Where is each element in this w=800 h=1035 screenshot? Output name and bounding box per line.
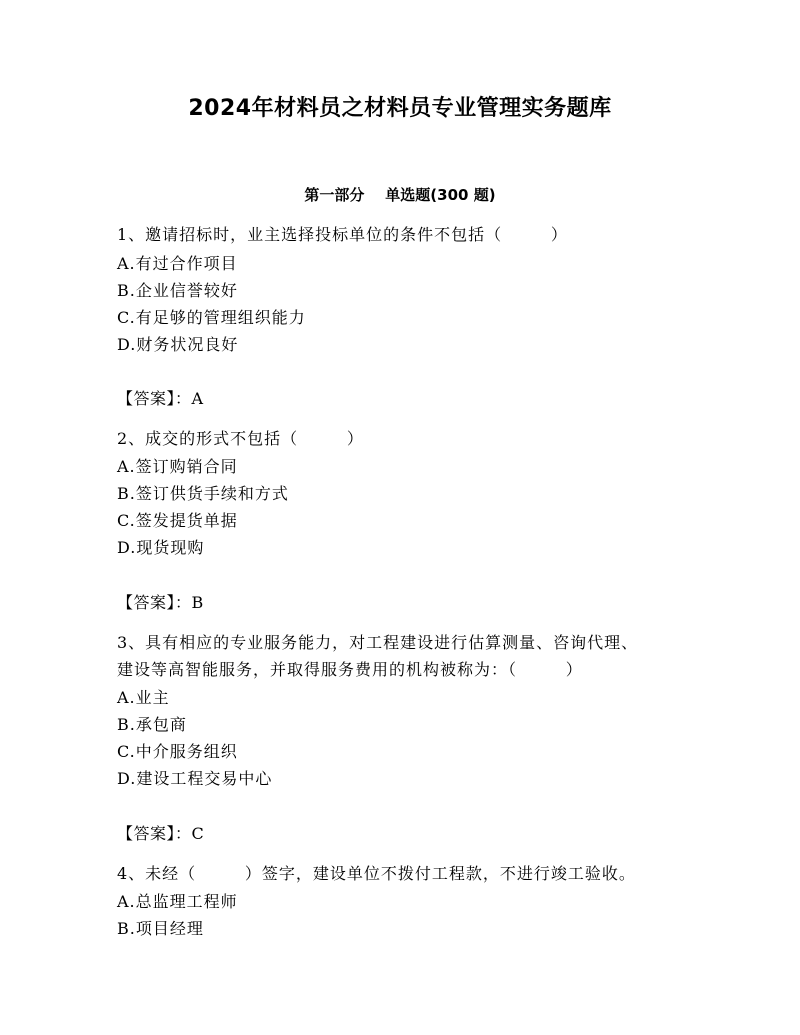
question-2-option-c: C.签发提货单据 [117, 511, 238, 530]
section-title: 第一部分 单选题(300 题) [304, 186, 496, 204]
question-1-option-d: D.财务状况良好 [117, 335, 239, 354]
question-1-stem: 1、邀请招标时，业主选择投标单位的条件不包括（ ） [117, 225, 568, 244]
question-3-stem-line-1: 3、具有相应的专业服务能力，对工程建设进行估算测量、咨询代理、 [117, 633, 639, 652]
question-2-answer: 【答案】：B [117, 593, 204, 612]
question-2-option-a: A.签订购销合同 [117, 457, 238, 476]
question-1-option-c: C.有足够的管理组织能力 [117, 308, 306, 327]
question-2-option-b: B.签订供货手续和方式 [117, 484, 289, 503]
question-3-answer: 【答案】：C [117, 824, 205, 843]
question-1-option-a: A.有过合作项目 [117, 254, 238, 273]
question-3-option-b: B.承包商 [117, 715, 187, 734]
question-3-option-d: D.建设工程交易中心 [117, 769, 273, 788]
question-4-stem: 4、未经（ ）签字，建设单位不拨付工程款，不进行竣工验收。 [117, 864, 636, 883]
question-1-answer: 【答案】：A [117, 389, 204, 408]
question-2-option-d: D.现货现购 [117, 538, 205, 557]
question-1-option-b: B.企业信誉较好 [117, 281, 238, 300]
page-title: 2024年材料员之材料员专业管理实务题库 [188, 96, 612, 121]
question-3-option-c: C.中介服务组织 [117, 742, 238, 761]
question-3-stem-line-2: 建设等高智能服务，并取得服务费用的机构被称为：（ ） [117, 660, 583, 679]
question-4-option-b: B.项目经理 [117, 919, 204, 938]
question-3-option-a: A.业主 [117, 688, 170, 707]
question-4-option-a: A.总监理工程师 [117, 892, 238, 911]
question-2-stem: 2、成交的形式不包括（ ） [117, 429, 364, 448]
